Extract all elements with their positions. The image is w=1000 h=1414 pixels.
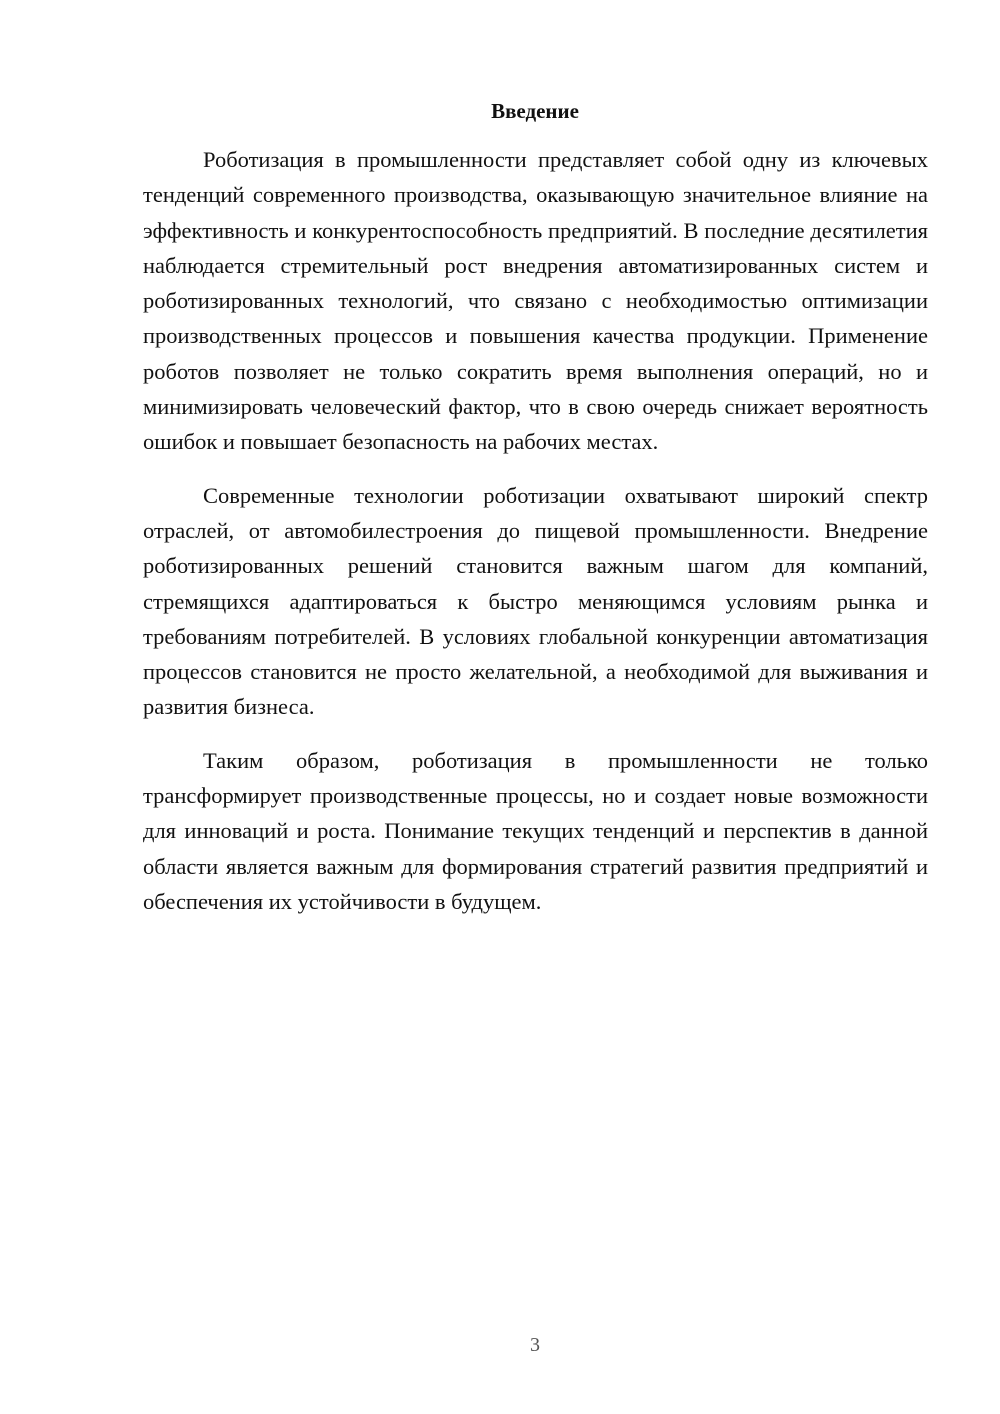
body-text bbox=[143, 142, 928, 937]
page-number: 3 bbox=[530, 1334, 540, 1356]
paragraph-1: Роботизация в промышленности представляет собой одну из ключевых тенденций современного производства, оказывающую значительное влияние на эффективность и конкурентоспособность предприятий. В последние десятилетия наблюдается стремительный рост внедрения автоматизированных систем и роботизированных технологий, что связано с необходимостью оптимизации производственных процессов и повышения качества продукции. Применение роботов позволяет не только сократить время выполнения операций, но и минимизировать человеческий фактор, что в свою очередь снижает вероятность ошибок и повышает безопасность на рабочих местах. bbox=[143, 147, 928, 455]
paragraph-2: Современные технологии роботизации охватывают широкий спектр отраслей, от автомобилестроения до пищевой промышленности. Внедрение роботизированных решений становится важным шагом для компаний, стремящихся адаптироваться к быстро меняющимся условиям рынка и требованиям потребителей. В условиях глобальной конкуренции автоматизация процессов становится не просто желательной, а необходимой для выживания и развития бизнеса. bbox=[143, 482, 928, 720]
section-heading: Введение bbox=[491, 99, 579, 123]
paragraph-3: Таким образом, роботизация в промышленности не только трансформирует производственные процессы, но и создает новые возможности для инноваций и роста. Понимание текущих тенденций и перспектив в данной области является важным для формирования стратегий развития предприятий и обеспечения их устойчивости в будущем. bbox=[143, 747, 928, 914]
